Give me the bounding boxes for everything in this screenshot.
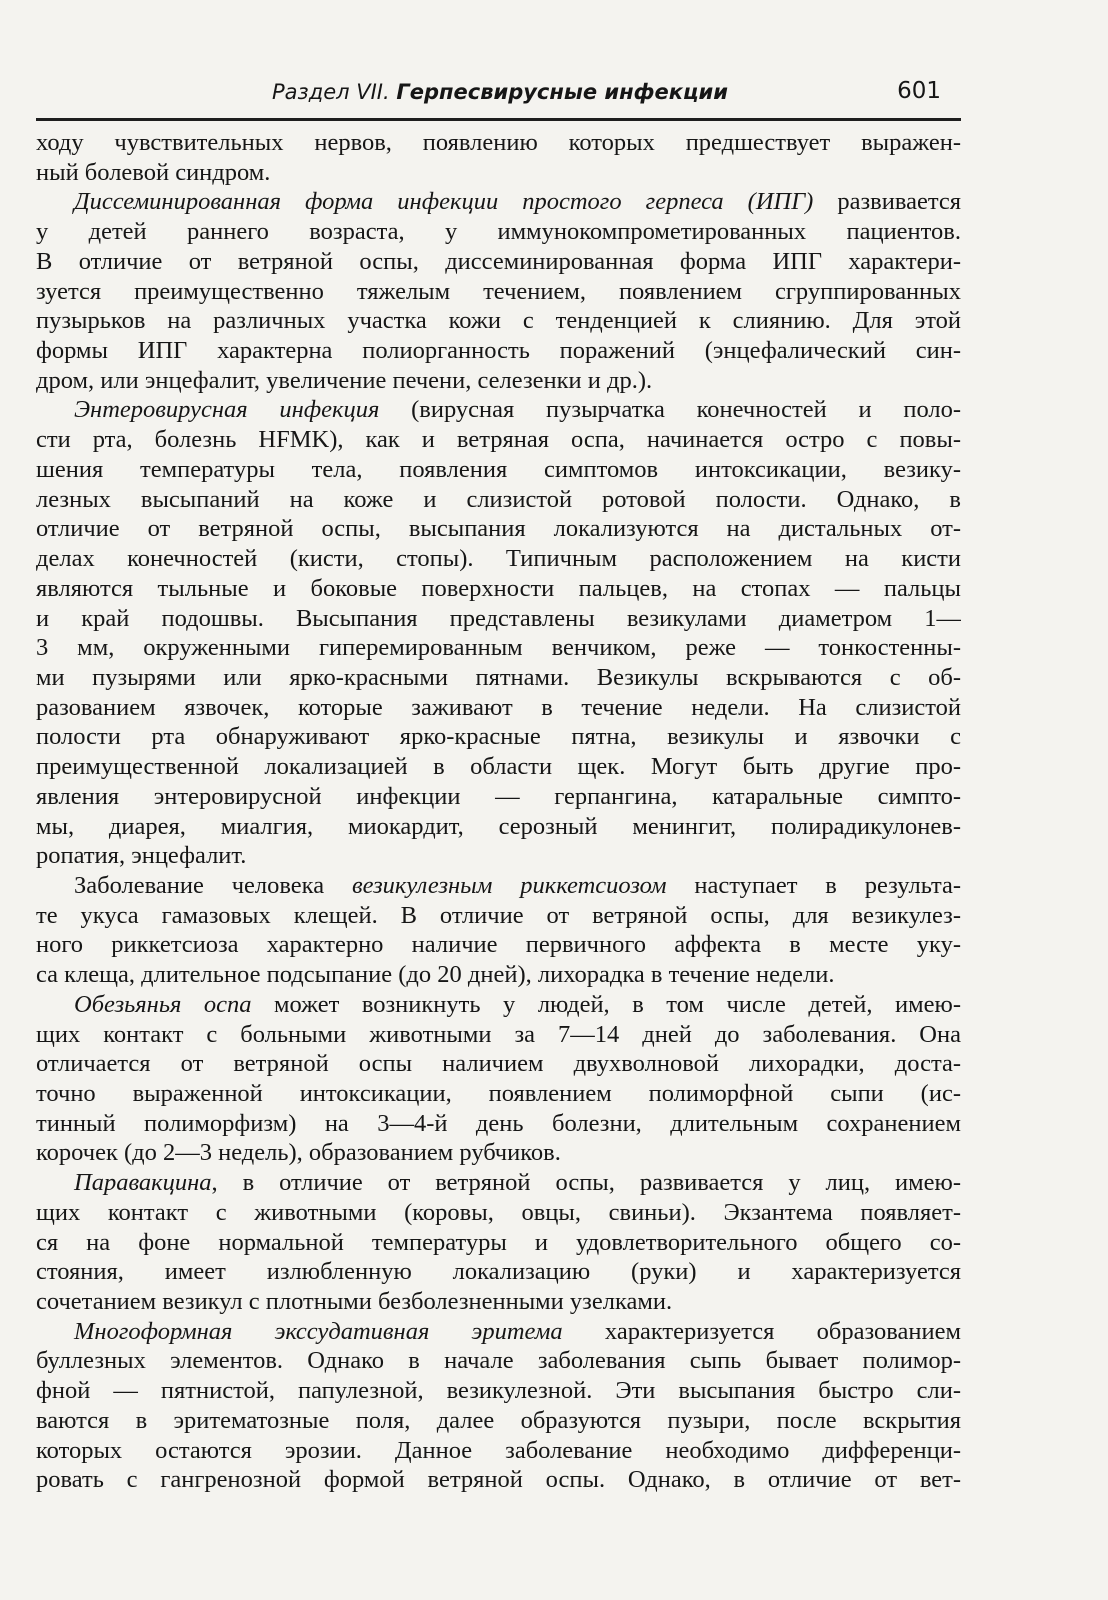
line-text: пузырьков на различных участка кожи с тенденцией к слиянию. Для этой [36, 307, 961, 335]
text-line [36, 1465, 961, 1495]
text-line [36, 485, 961, 515]
text-line [36, 1257, 961, 1287]
text-line [36, 277, 961, 307]
line-text: В отличие от ветряной оспы, диссеминированная форма ИПГ характери- [36, 247, 961, 275]
text-line [36, 1376, 961, 1406]
line-text: которых остаются эрозии. Данное заболевание необходимо дифференци- [36, 1436, 961, 1464]
text-line [36, 1198, 961, 1228]
text-line [36, 990, 961, 1020]
text-line [36, 1317, 961, 1347]
line-text: щих контакт с животными (коровы, овцы, свиньи). Экзантема появляет- [36, 1198, 961, 1226]
italic-term: Паравакцина [74, 1169, 212, 1197]
line-text: характеризуется образованием [562, 1317, 961, 1345]
text-line [36, 425, 961, 455]
text-line [36, 841, 961, 871]
text-line [36, 752, 961, 782]
line-text: наступает в результа- [666, 871, 961, 899]
text-line [36, 633, 961, 663]
text-line [36, 1436, 961, 1466]
text-line [36, 901, 961, 931]
line-text: ваются в эритематозные поля, далее образуются пузыри, после вскрытия [36, 1406, 961, 1434]
line-text: (вирусная пузырчатка конечностей и поло- [379, 396, 961, 424]
line-text: дром, или энцефалит, увеличение печени, селезенки и др.). [36, 366, 653, 394]
line-text: явления энтеровирусной инфекции — герпангина, катаральные симпто- [36, 782, 961, 810]
text-line [36, 722, 961, 752]
section-title [272, 80, 728, 104]
page-number: 601 [897, 78, 941, 104]
line-text: щих контакт с больными животными за 7—14 дней до заболевания. Она [36, 1020, 961, 1048]
text-line [36, 1287, 961, 1317]
text-line [36, 812, 961, 842]
line-text: ми пузырями или ярко-красными пятнами. Везикулы вскрываются с об- [36, 663, 961, 691]
text-line [36, 1109, 961, 1139]
line-text: полости рта обнаруживают ярко-красные пятна, везикулы и язвочки с [36, 723, 961, 751]
running-header [36, 62, 961, 121]
line-text: мы, диарея, миалгия, миокардит, серозный менингит, полирадикулонев- [36, 812, 961, 840]
line-text: зуется преимущественно тяжелым течением, появлением сгруппированных [36, 277, 961, 305]
section-prefix: Раздел VII. [272, 80, 397, 104]
italic-term: Энтеровирусная инфекция [74, 396, 380, 424]
text-line [36, 782, 961, 812]
line-text: точно выраженной интоксикации, появлением полиморфной сыпи (ис- [36, 1080, 961, 1107]
line-text: являются тыльные и боковые поверхности пальцев, на стопах — пальцы [36, 574, 961, 602]
text-line [36, 187, 961, 217]
text-line [36, 455, 961, 485]
text-line [36, 604, 961, 634]
text-line [36, 871, 961, 901]
text-line [36, 1138, 961, 1168]
line-text: тинный полиморфизм) на 3—4-й день болезни, длительным сохранением [36, 1109, 961, 1137]
text-line [36, 574, 961, 604]
line-text: может возникнуть у людей, в том числе детей, имею- [251, 990, 961, 1018]
line-text: ровать с гангренозной формой ветряной оспы. Однако, в отличие от вет- [36, 1466, 961, 1494]
italic-term: Многоформная экссудативная эритема [74, 1317, 563, 1345]
text-line [36, 217, 961, 247]
text-line [36, 395, 961, 425]
text-line [36, 1228, 961, 1258]
text-line [36, 1346, 961, 1376]
text-line [36, 693, 961, 723]
line-text: разованием язвочек, которые заживают в течение недели. На слизистой [36, 693, 961, 721]
line-text: и край подошвы. Высыпания представлены везикулами диаметром 1— [36, 604, 961, 632]
text-line [36, 158, 961, 188]
text-line [36, 1168, 961, 1198]
line-text: отличается от ветряной оспы наличием двухволновой лихорадки, доста- [36, 1050, 961, 1078]
text-line [36, 306, 961, 336]
line-text: , в отличие от ветряной оспы, развивается у лиц, имею- [211, 1169, 961, 1197]
line-text: ся на фоне нормальной температуры и удовлетворительного общего со- [36, 1228, 961, 1256]
line-text: лезных высыпаний на коже и слизистой ротовой полости. Однако, в [36, 485, 961, 513]
line-text: ходу чувствительных нервов, появлению которых предшествует выражен- [36, 129, 961, 156]
line-text: ного риккетсиоза характерно наличие первичного аффекта в месте уку- [36, 931, 961, 959]
text-line [36, 930, 961, 960]
line-text: сочетанием везикул с плотными безболезненными узелками. [36, 1288, 673, 1316]
line-text: корочек (до 2—3 недель), образованием рубчиков. [36, 1139, 561, 1167]
text-line [36, 366, 961, 396]
text-line [36, 960, 961, 990]
line-text: преимущественной локализацией в области щек. Могут быть другие про- [36, 753, 961, 781]
line-text: шения температуры тела, появления симптомов интоксикации, везику- [36, 455, 961, 483]
text-line [36, 1079, 961, 1109]
line-text: отличие от ветряной оспы, высыпания локализуются на дистальных от- [36, 515, 961, 543]
text-line [36, 1049, 961, 1079]
text-line [36, 247, 961, 277]
line-text: 3 мм, окруженными гиперемированным венчиком, реже — тонкостенны- [36, 634, 961, 662]
section-name: Герпесвирусные инфекции [396, 80, 728, 104]
line-text: са клеща, длительное подсыпание (до 20 дней), лихорадка в течение недели. [36, 961, 835, 989]
text-line [36, 1020, 961, 1050]
text-line [36, 663, 961, 693]
text-line [36, 336, 961, 366]
text-line [36, 544, 961, 574]
line-text: Заболевание человека [74, 871, 352, 899]
line-text: развивается [813, 188, 961, 216]
line-text: те укуса гамазовых клещей. В отличие от ветряной оспы, для везикулез- [36, 901, 961, 929]
line-text: ропатия, энцефалит. [36, 842, 247, 870]
line-text: сти рта, болезнь HFMK), как и ветряная оспа, начинается остро с повы- [36, 426, 961, 454]
line-text: ный болевой синдром. [36, 158, 271, 186]
line-text: фной — пятнистой, папулезной, везикулезной. Эти высыпания быстро сли- [36, 1377, 961, 1405]
body-text [36, 128, 961, 1495]
text-line [36, 128, 961, 158]
line-text: у детей раннего возраста, у иммунокомпрометированных пациентов. [36, 218, 961, 246]
line-text: делах конечностей (кисти, стопы). Типичным расположением на кисти [36, 545, 961, 573]
line-text: формы ИПГ характерна полиорганность поражений (энцефалический син- [36, 337, 961, 365]
italic-term: Диссеминированная форма инфекции простого герпеса (ИПГ) [74, 188, 814, 216]
text-line [36, 1406, 961, 1436]
italic-term: везикулезным риккетсиозом [351, 871, 667, 899]
text-line [36, 514, 961, 544]
line-text: буллезных элементов. Однако в начале заболевания сыпь бывает полимор- [36, 1347, 961, 1375]
italic-term: Обезьянья оспа [74, 990, 252, 1018]
line-text: стояния, имеет излюбленную локализацию (руки) и характеризуется [36, 1258, 961, 1286]
